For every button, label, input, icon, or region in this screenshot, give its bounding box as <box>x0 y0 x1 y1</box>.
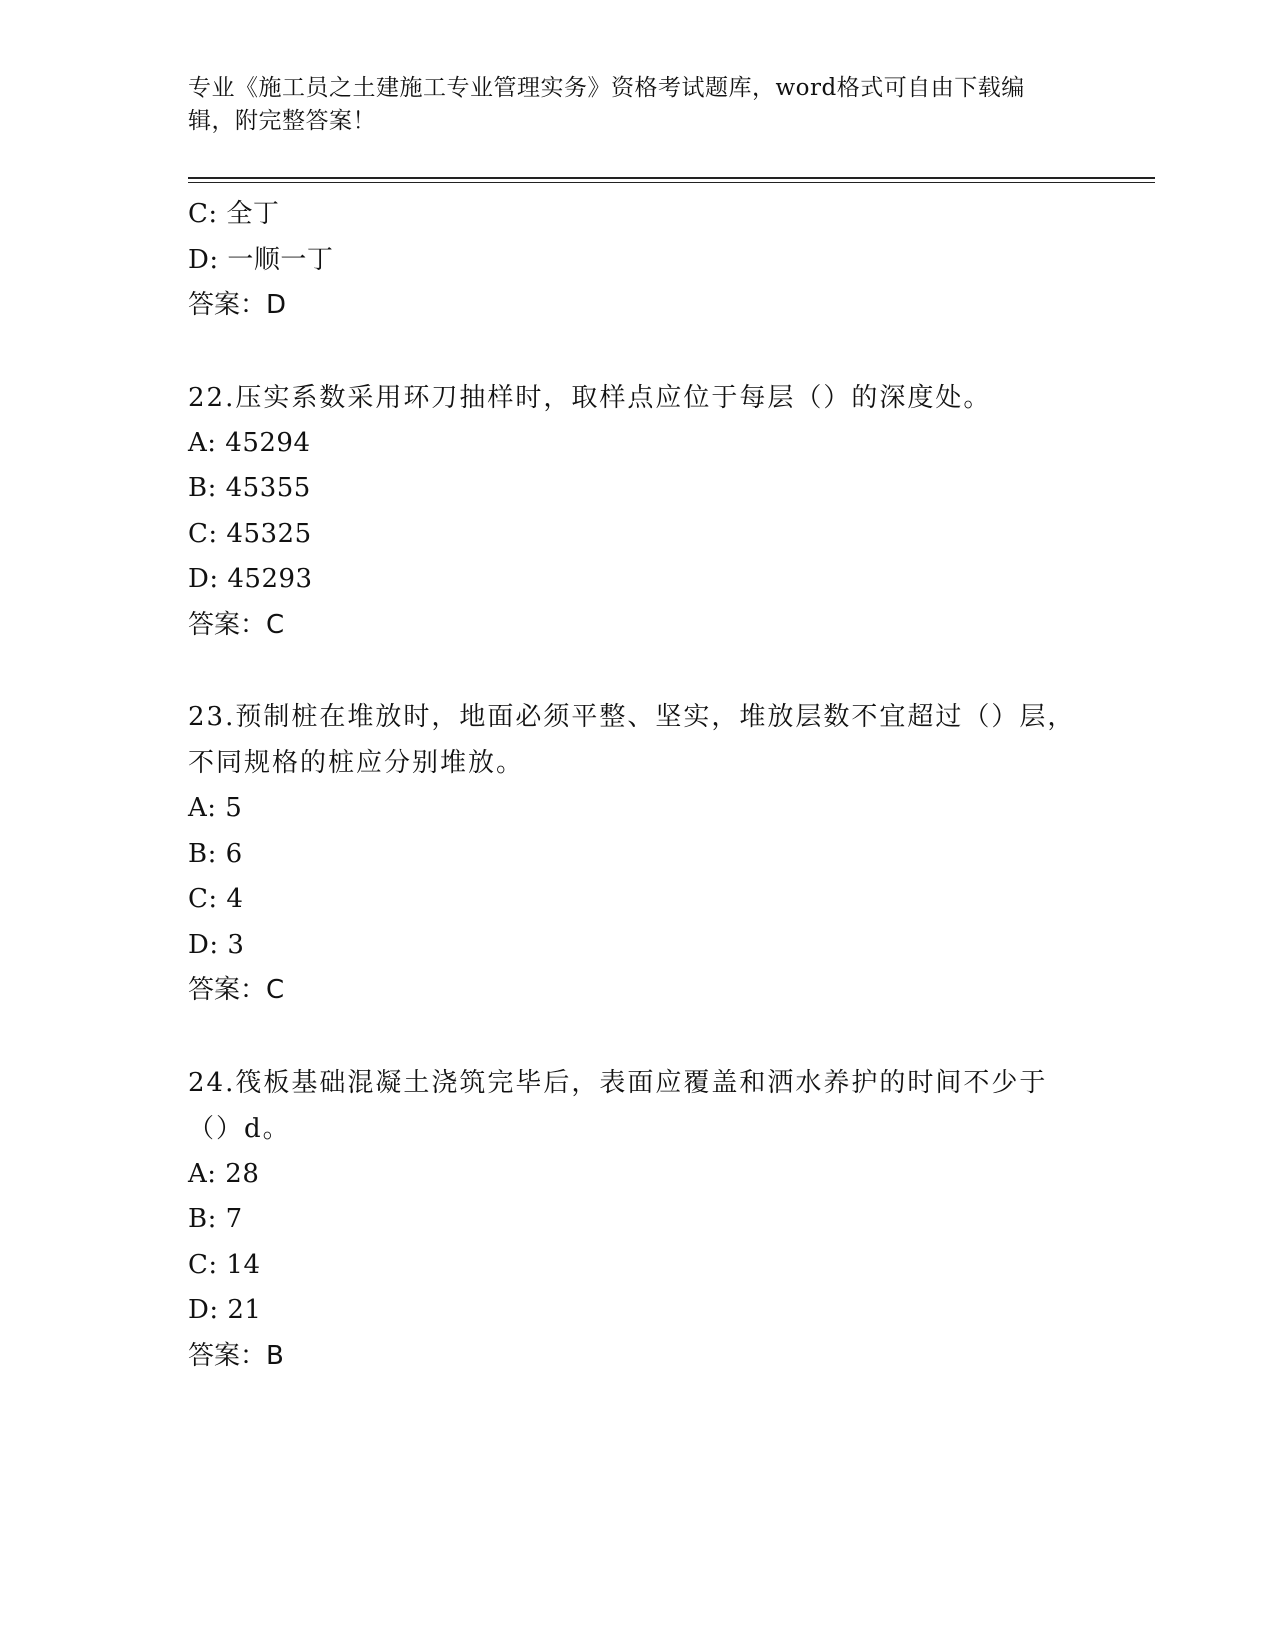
header-divider-thick <box>188 177 1155 179</box>
option-c: C: 14 <box>188 1249 261 1280</box>
question-24 <box>188 1060 1078 1380</box>
question-23 <box>188 694 1078 1014</box>
question-text: 24.筏板基础混凝土浇筑完毕后，表面应覆盖和洒水养护的时间不少于（）d。 <box>188 1067 1048 1144</box>
option-d: D: 3 <box>188 929 245 960</box>
option-d: D: 21 <box>188 1295 262 1325</box>
question-21-tail <box>188 192 1078 329</box>
answer-label: 答案：B <box>188 1340 284 1371</box>
option-c: C: 45325 <box>188 518 312 549</box>
header-divider-thin <box>188 182 1155 183</box>
option-b: B: 7 <box>188 1204 243 1234</box>
option-d: D: 一顺一丁 <box>188 244 334 275</box>
option-b: B: 6 <box>188 838 243 869</box>
option-a: A: 45294 <box>188 427 311 458</box>
option-a: A: 28 <box>188 1158 260 1189</box>
option-c: C: 4 <box>188 884 244 914</box>
option-c: C: 全丁 <box>188 199 280 229</box>
answer-label: 答案：D <box>188 290 287 320</box>
question-list <box>188 192 1078 1425</box>
question-text: 22.压实系数采用环刀抽样时，取样点应位于每层（）的深度处。 <box>188 382 992 413</box>
answer-label: 答案：C <box>188 975 285 1005</box>
option-a: A: 5 <box>188 793 243 823</box>
option-b: B: 45355 <box>188 473 311 503</box>
option-d: D: 45293 <box>188 564 313 594</box>
question-text: 23.预制桩在堆放时，地面必须平整、坚实，堆放层数不宜超过（）层，不同规格的桩应分别堆放。 <box>188 702 1076 778</box>
document-header: 专业《施工员之土建施工专业管理实务》资格考试题库，word格式可自由下载编辑，附完整答案！ <box>188 75 1025 134</box>
question-22 <box>188 375 1078 649</box>
answer-label: 答案：C <box>188 609 285 640</box>
